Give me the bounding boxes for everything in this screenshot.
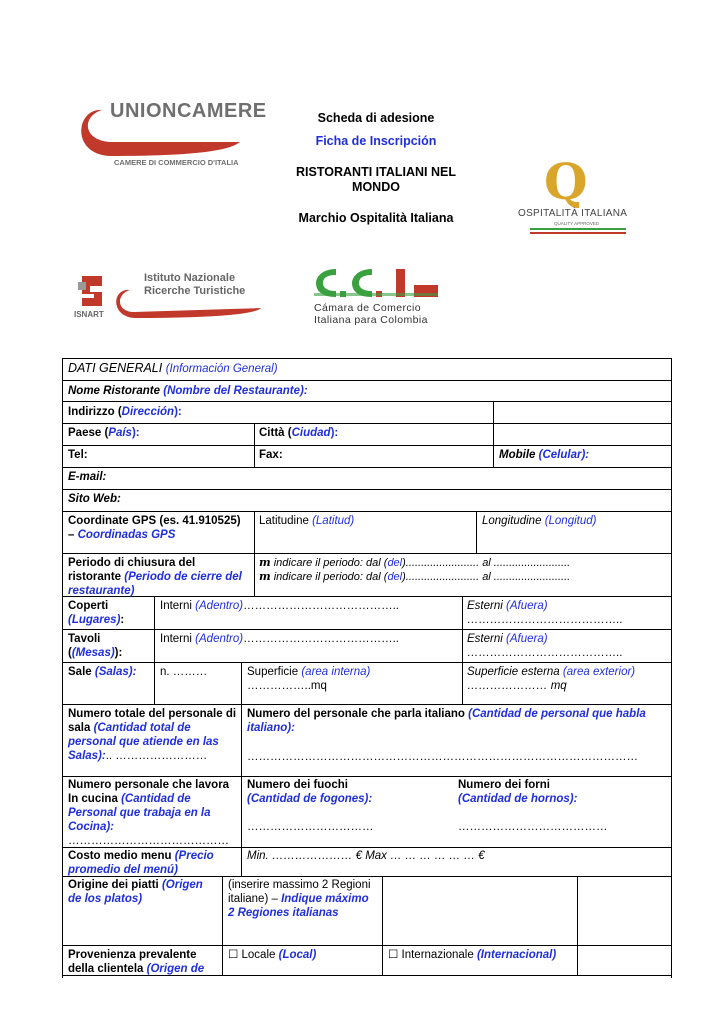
average-cost-label: Costo medio menu (Precio promedio del menú) (68, 850, 214, 876)
dish-origin-note: (inserire massimo 2 Regioni italiane) – Indique máximo 2 Regiones italianas (228, 879, 371, 919)
rooms-count[interactable]: n. ……… (160, 666, 208, 678)
address-label: Indirizzo (Dirección): (68, 406, 182, 418)
covers-label: Coperti (Lugares): (68, 600, 125, 626)
kitchen-staff-label: Numero personale che lavora In cucina (Cantidad de Personal que trabaja en la Cocina): …………………………………… (68, 779, 230, 847)
section-title: DATI GENERALI (Información General) (68, 361, 278, 375)
average-cost-range[interactable]: Min. ………………… € Max … … … … … … € (247, 850, 485, 862)
closing-period-line-1[interactable]: m indicare il periodo: dal (del)........................ al ......................... (259, 556, 571, 569)
camara-logo (314, 265, 444, 327)
rooms-label: Sale (Salas): (68, 666, 137, 678)
stoves-input[interactable]: …………………………… (247, 821, 374, 833)
fax-label: Fax: (259, 449, 283, 461)
unioncamere-subtitle: CAMERE DI COMMERCIO D'ITALIA (114, 158, 239, 167)
flag-stripe-green (530, 228, 626, 230)
stoves-label: Numero dei fuochi (Cantidad de fogones): (247, 779, 373, 805)
longitude-label: Longitudine (Longitud) (482, 515, 597, 527)
clientele-origin-label: Provenienza prevalente della clientela (Origen de (68, 949, 205, 975)
unioncamere-name: UNIONCAMERE (110, 100, 267, 122)
checkbox-icon: ☐ (388, 949, 399, 961)
isnart-name-line1: Istituto Nazionale (144, 272, 236, 284)
camara-cci-icon (314, 265, 444, 301)
isnart-emblem-icon (74, 272, 114, 308)
q-logo-icon: Q (544, 152, 588, 211)
closing-period-label: Periodo di chiusura del ristorante (Periodo de cierre del restaurante) (68, 557, 242, 597)
dish-origin-label: Origine dei piatti (Origen de los platos) (68, 879, 203, 905)
website-label: Sito Web: (68, 493, 121, 505)
marchio-title: Marchio Ospitalità Italiana (298, 211, 454, 225)
staff-total-label: Numero totale del personale di sala (Cantidad total de personal que atiende en las Salas):.. …………………… (68, 708, 237, 762)
unioncamere-logo (80, 98, 267, 173)
scheda-title: Scheda di adesione (317, 111, 435, 125)
city-label: Città (Ciudad): (259, 427, 339, 439)
ospitalita-logo (516, 152, 628, 238)
mobile-label: Mobile (Celular): (499, 449, 590, 461)
address-input[interactable] (64, 402, 491, 422)
covers-outside[interactable]: Esterni (Afuera) ………………………………….. (467, 600, 623, 626)
ospitalita-name: OSPITALITÀ ITALIANA (518, 208, 628, 219)
flag-stripe-red (530, 232, 626, 234)
email-label: E-mail: (68, 471, 107, 483)
isnart-logo (70, 268, 270, 328)
ovens-input[interactable]: ………………………………… (458, 821, 608, 833)
local-checkbox[interactable]: ☐ Locale (Local) (228, 949, 317, 961)
covers-inside[interactable]: Interni (Adentro)………………………………….. (160, 600, 399, 612)
gps-label: Coordinate GPS (es. 41.910525) – Coordinadas GPS (68, 515, 241, 541)
closing-period-line-2[interactable]: m indicare il periodo: dal (del)........................ al ......................... (259, 570, 571, 583)
indoor-area[interactable]: Superficie (area interna) ……………..mq (247, 666, 371, 692)
camara-name-line2: Italiana para Colombia (314, 314, 428, 326)
camara-name-line1: Cámara de Comercio (314, 302, 421, 314)
international-checkbox[interactable]: ☐ Internazionale (Internacional) (388, 949, 557, 961)
general-data-form (62, 358, 672, 978)
country-label: Paese (País): (68, 427, 140, 439)
region-2-input[interactable] (579, 877, 670, 944)
isnart-acronym: ISNART (74, 310, 104, 319)
quality-approved: QUALITY APPROVED (554, 221, 600, 226)
tables-inside[interactable]: Interni (Adentro)………………………………….. (160, 633, 399, 645)
italian-speaking-staff-input[interactable]: ………………………………………………………………………………………… (247, 751, 638, 763)
italian-speaking-staff-label: Numero del personale che parla italiano (Cantidad de personal que habla italiano): (247, 708, 646, 734)
checkbox-icon: ☐ (228, 949, 239, 961)
outdoor-area[interactable]: Superficie esterna (area exterior) ………………… mq (467, 666, 636, 692)
tables-outside[interactable]: Esterni (Afuera) ………………………………….. (467, 633, 623, 659)
ristoranti-title: RISTORANTI ITALIANI NEL MONDO (296, 165, 456, 194)
tel-label: Tel: (68, 449, 88, 461)
isnart-name-line2: Ricerche Turistiche (144, 285, 246, 297)
restaurant-name-label: Nome Ristorante (Nombre del Restaurante): (68, 385, 308, 397)
region-1-input[interactable] (384, 877, 576, 944)
latitude-label: Latitudine (Latitud) (259, 515, 355, 527)
ovens-label: Numero dei forni (Cantidad de hornos): (458, 779, 578, 805)
ficha-title: Ficha de Inscripción (315, 134, 437, 148)
tables-label: Tavoli ((Mesas)): (68, 633, 123, 659)
